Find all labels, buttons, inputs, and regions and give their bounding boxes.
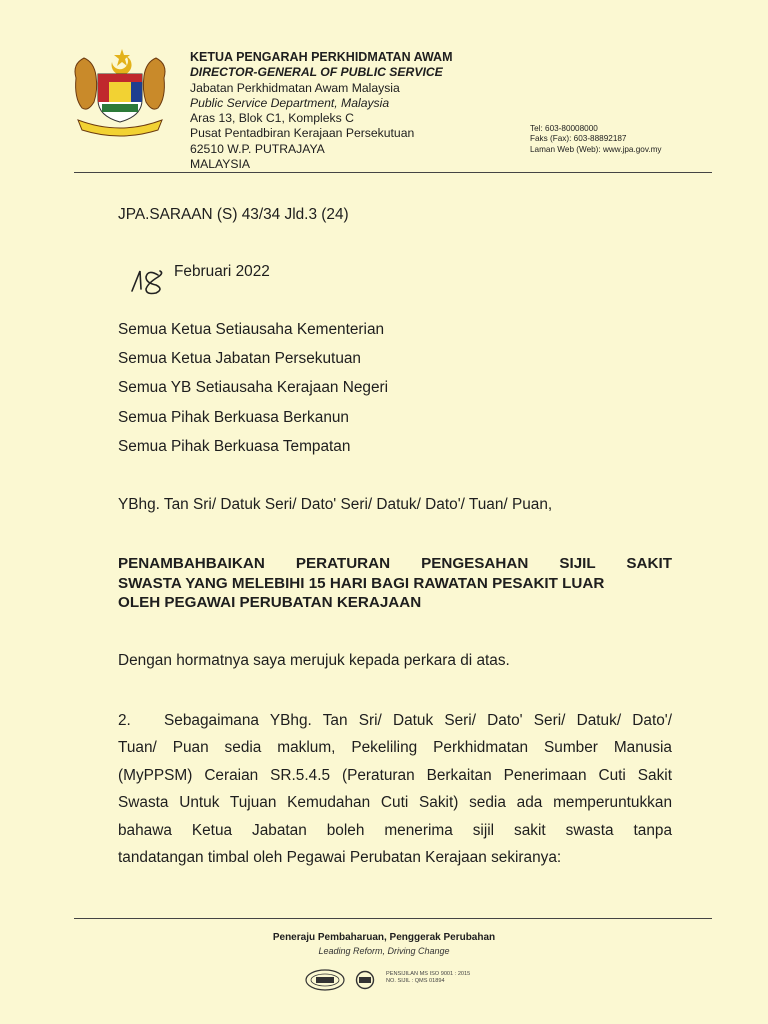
footer-motto: Peneraju Pembaharuan, Penggerak Perubahan xyxy=(272,932,496,943)
subject-line: PENAMBAHBAIKAN PERATURAN PENGESAHAN SIJIL SAKIT xyxy=(118,555,672,572)
paragraph-line: bahawa Ketua Jabatan boleh menerima sijil sakit swasta tanpa xyxy=(118,821,672,839)
paragraph-line: (MyPPSM) Ceraian SR.5.4.5 (Peraturan Berkaitan Penerimaan Cuti Sakit xyxy=(118,766,672,784)
department-name: Jabatan Perkhidmatan Awam Malaysia xyxy=(190,80,400,95)
salutation: YBhg. Tan Sri/ Datuk Seri/ Dato' Seri/ Datuk/ Dato'/ Tuan/ Puan, xyxy=(118,496,553,513)
paragraph-line xyxy=(118,707,672,734)
subject-line: OLEH PEGAWAI PERUBATAN KERAJAAN xyxy=(118,594,422,611)
contact-details xyxy=(530,124,730,155)
handwritten-day xyxy=(128,263,176,295)
telephone: Tel: 603-80008000 xyxy=(530,124,598,133)
certification-standard: PENSIJILAN MS ISO 9001 : 2015 xyxy=(386,971,471,977)
certification-number: NO. SIJIL : QMS 01894 xyxy=(386,978,445,985)
paragraph-line-text: Sebagaimana YBhg. Tan Sri/ Datuk Seri/ Dato' Seri/ Datuk/ Dato'/ xyxy=(164,712,672,729)
address-line: Pusat Pentadbiran Kerajaan Persekutuan xyxy=(190,126,415,141)
department-name-english: Public Service Department, Malaysia xyxy=(190,95,390,110)
recipient: Semua Ketua Jabatan Persekutuan xyxy=(118,350,361,367)
subject-line: SWASTA YANG MELEBIHI 15 HARI BAGI RAWATAN PESAKIT LUAR xyxy=(118,574,605,592)
recipient: Semua Ketua Setiausaha Kementerian xyxy=(118,321,385,338)
paragraph-2 xyxy=(118,707,672,871)
recipient: Semua YB Setiausaha Kerajaan Negeri xyxy=(118,379,389,396)
paragraph-number: 2. xyxy=(118,712,131,729)
sender-title: KETUA PENGARAH PERKHIDMATAN AWAM xyxy=(190,50,453,64)
paragraph-line: tandatangan timbal oleh Pegawai Perubatan Kerajaan sekiranya: xyxy=(118,849,562,867)
website: Laman Web (Web): www.jpa.gov.my xyxy=(530,144,662,154)
certification-text xyxy=(386,971,470,985)
recipient: Semua Pihak Berkuasa Tempatan xyxy=(118,438,351,455)
footer-divider xyxy=(74,918,712,919)
letterhead-address xyxy=(190,50,500,172)
reference-number: JPA.SARAAN (S) 43/34 Jld.3 (24) xyxy=(118,206,349,223)
recipient: Semua Pihak Berkuasa Berkanun xyxy=(118,409,349,426)
opening-paragraph: Dengan hormatnya saya merujuk kepada perkara di atas. xyxy=(118,652,510,669)
address-line: 62510 W.P. PUTRAJAYA xyxy=(190,141,325,156)
address-line: Aras 13, Blok C1, Kompleks C xyxy=(190,111,354,126)
subject-title xyxy=(118,554,672,613)
paragraph-line: Tuan/ Puan sedia maklum, Pekeliling Perkhidmatan Sumber Manusia xyxy=(118,739,672,757)
footer-motto-english: Leading Reform, Driving Change xyxy=(318,946,450,956)
fax: Faks (Fax): 603-88892187 xyxy=(530,134,627,144)
coat-of-arms-icon xyxy=(68,48,172,138)
paragraph-line: Swasta Untuk Tujuan Kemudahan Cuti Sakit) sedia ada memperuntukkan xyxy=(118,794,672,812)
address-country: MALAYSIA xyxy=(190,157,251,172)
header-divider xyxy=(74,172,712,173)
letter-date: Februari 2022 xyxy=(174,263,270,280)
sender-title-english: DIRECTOR-GENERAL OF PUBLIC SERVICE xyxy=(190,65,443,80)
quality-mark-icon xyxy=(304,968,346,992)
sirim-certification-icon xyxy=(352,970,378,990)
